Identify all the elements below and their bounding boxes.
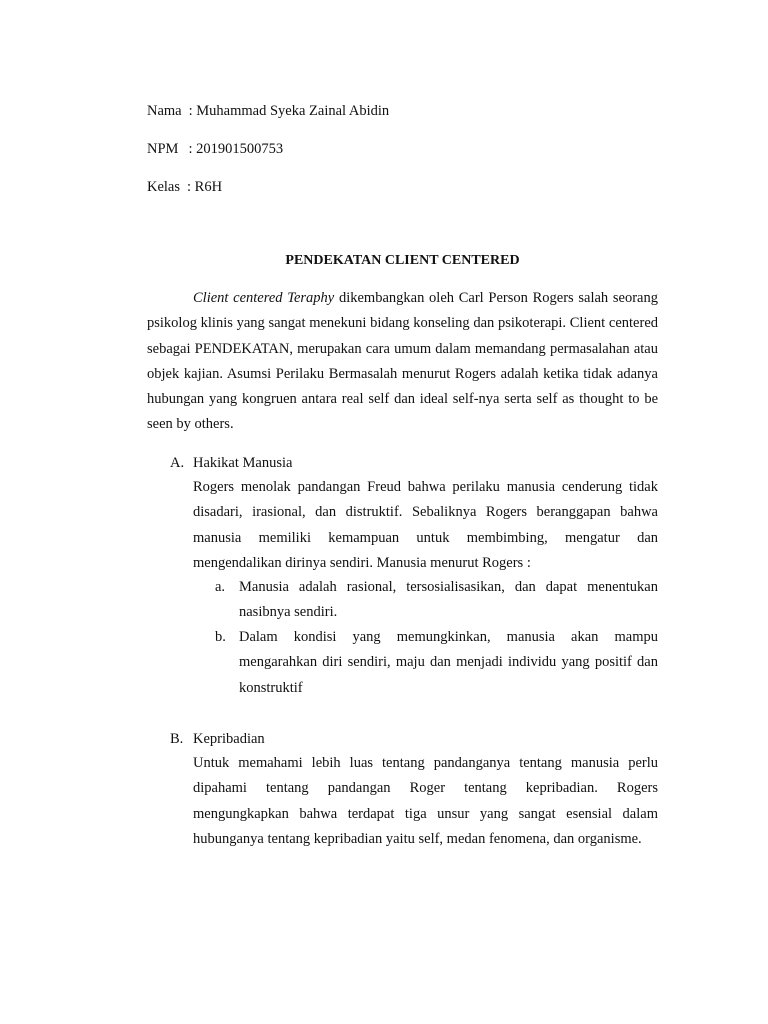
name-row — [147, 101, 389, 121]
class-value: : R6H — [187, 179, 223, 195]
section-a-body: Rogers menolak pandangan Freud bahwa perilaku manusia cenderung tidak disadari, irasional, dan distruktif. Sebaliknya Rogers beranggapan bahwa manusia memiliki kemampuan untuk membimbing, mengatur dan mengendalikan dirinya sendiri. Manusia menurut Rogers : — [193, 479, 658, 571]
npm-value: : 201901500753 — [188, 141, 284, 157]
intro-paragraph — [147, 286, 658, 438]
intro-text: dikembangkan oleh Carl Person Rogers salah seorang psikolog klinis yang sangat menekuni bidang konseling dan psikoterapi. Client centered sebagai PENDEKATAN, merupakan cara umum dalam memandang permasalahan atau objek kajian. Asumsi Perilaku Bermasalah menurut Rogers adalah ketika tidak adanya hubungan yang kongruen antara real self dan ideal self-nya serta self as thought to be seen by others. — [147, 290, 658, 433]
class-row — [147, 177, 222, 197]
npm-row — [147, 139, 283, 159]
document-title: PENDEKATAN CLIENT CENTERED — [285, 253, 520, 268]
list-item-text: Dalam kondisi yang memungkinkan, manusia akan mampu mengarahkan diri sendiri, maju dan menjadi individu yang positif dan konstruktif — [239, 629, 658, 696]
section-a-title: Hakikat Manusia — [193, 455, 293, 471]
list-item-marker: b. — [215, 629, 226, 645]
list-item-marker: a. — [215, 579, 226, 595]
list-item — [215, 575, 658, 626]
section-b-heading — [170, 729, 265, 749]
list-item-text: Manusia adalah rasional, tersosialisasikan, dan dapat menentukan nasibnya sendiri. — [239, 579, 658, 621]
name-value: : Muhammad Syeka Zainal Abidin — [188, 103, 390, 119]
section-b-body: Untuk memahami lebih luas tentang pandanganya tentang manusia perlu dipahami tentang pandangan Roger tentang kepribadian. Rogers mengungkapkan bahwa terdapat tiga unsur yang sangat esensial dalam hubunganya tentang kepribadian yaitu self, medan fenomena, dan organisme. — [193, 755, 658, 847]
list-item — [215, 625, 658, 701]
section-b-letter: B. — [170, 731, 184, 747]
section-a-letter: A. — [170, 455, 185, 471]
name-label: Nama — [147, 103, 182, 119]
npm-label: NPM — [147, 141, 179, 157]
intro-italic-term: Client centered Teraphy — [193, 290, 335, 306]
section-b-title: Kepribadian — [193, 731, 265, 747]
section-a-heading — [170, 453, 292, 473]
class-label: Kelas — [147, 179, 181, 195]
